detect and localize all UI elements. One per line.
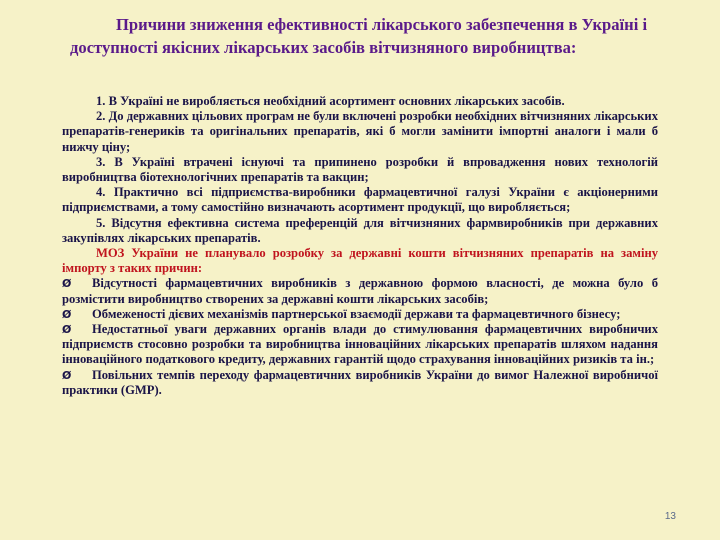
slide-title: Причини зниження ефективності лікарського забезпечення в Україні і доступності якісних лікарських засобів вітчизняного виробництва: (70, 15, 648, 57)
bullet-text: Відсутності фармацевтичних виробників з державною формою власності, де можна було б розмістити виробництво створених за державні кошти лікарських засобів; (62, 276, 658, 306)
bullet-item (62, 322, 658, 368)
bullet-item (62, 368, 658, 398)
moz-statement: МОЗ України не планувало розробку за державні кошти вітчизняних препаратів на заміну імпорту з таких причин: (62, 246, 658, 276)
arrow-bullet-icon: Ø (62, 323, 72, 337)
paragraph-1: 1. В Україні не виробляється необхідний асортимент основних лікарських засобів. (96, 94, 565, 108)
bullet-item (62, 307, 658, 322)
paragraph-5: 5. Відсутня ефективна система преференцій для вітчизняних фармвиробників при державних закупівлях лікарських препаратів. (62, 215, 658, 245)
paragraph-2: 2. До державних цільових програм не були включені розробки необхідних вітчизняних лікарських препаратів-генериків та оригінальних препаратів, які б могли замінити імпортні аналоги і мали б нижчу ціну; (62, 109, 658, 154)
bullet-text: Повільних темпів переходу фармацевтичних виробників України до вимог Належної виробничої практики (GMP). (62, 367, 658, 397)
bullet-item (62, 276, 658, 306)
arrow-bullet-icon: Ø (62, 368, 72, 382)
arrow-bullet-icon: Ø (62, 307, 72, 321)
bullet-text: Недостатньої уваги державних органів влади до стимулювання фармацевтичних виробничих підприємств стосовно розробки та виробництва інноваційних лікарських препаратів шляхом надання інноваційного податкового кредиту, державних гарантій щодо страхування інноваційних ризиків та ін.; (62, 322, 658, 367)
page-number: 13 (664, 511, 676, 522)
arrow-bullet-icon: Ø (62, 277, 72, 291)
bullet-text: Обмеженості дієвих механізмів партнерської взаємодії держави та фармацевтичного бізнесу; (92, 306, 621, 321)
slide-body (62, 94, 658, 398)
paragraph-3: 3. В Україні втрачені існуючі та припинено розробки й впровадження нових технологій виробництва біотехнологічних препаратів та вакцин; (62, 154, 658, 185)
paragraph-4: 4. Практично всі підприємства-виробники фармацевтичної галузі України є акціонерними підприємствами, а тому самостійно визначають асортимент продукції, що виробляється; (62, 185, 658, 215)
